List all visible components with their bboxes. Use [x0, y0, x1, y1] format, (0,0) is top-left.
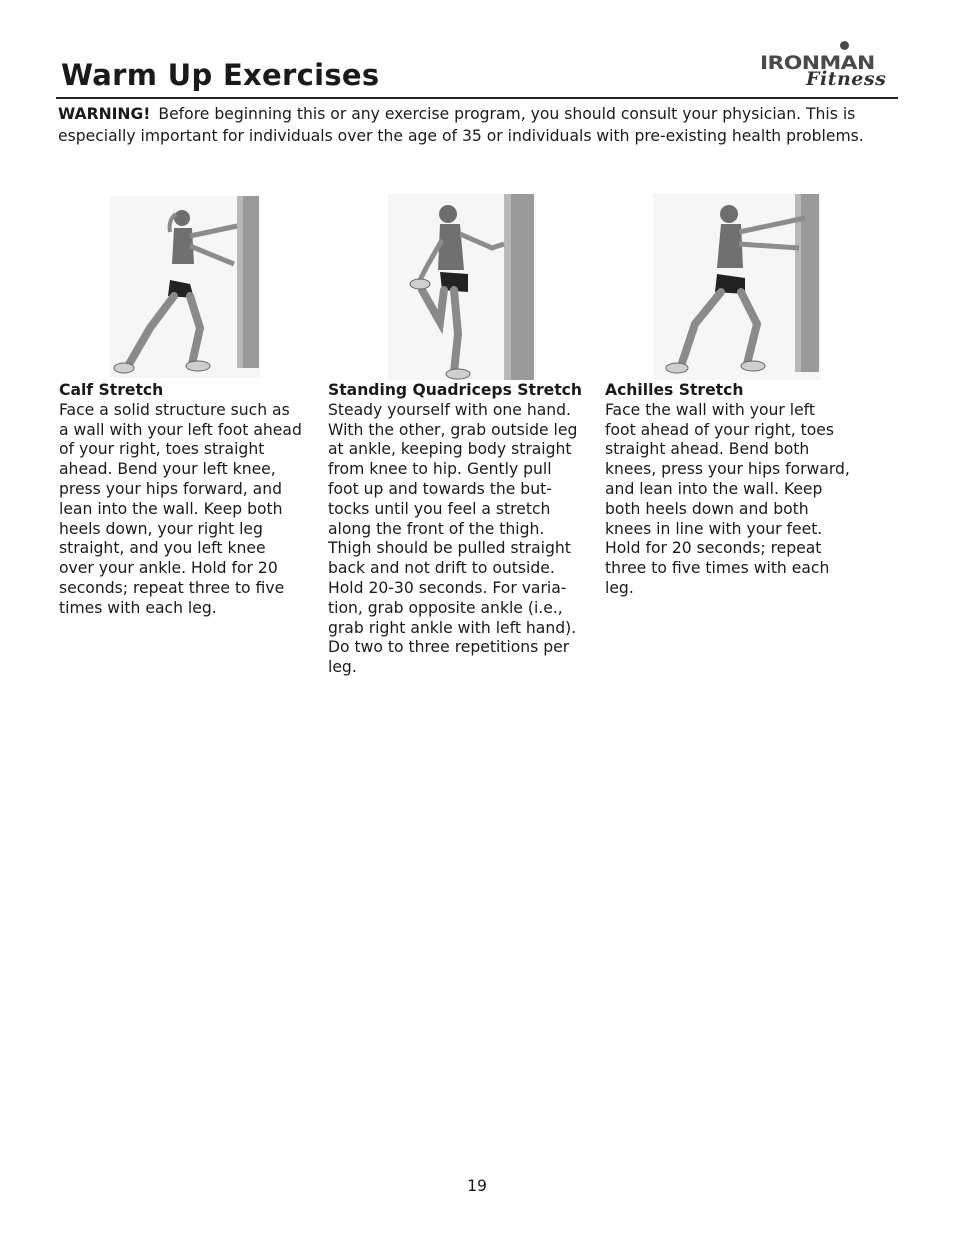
- logo-script: Fitness: [806, 68, 887, 90]
- warning-paragraph: [58, 104, 898, 147]
- page-title: Warm Up Exercises: [61, 58, 380, 92]
- page-number: 19: [467, 1177, 487, 1195]
- exercise-title: Standing Quadriceps Stretch: [328, 381, 583, 399]
- warning-label: WARNING!: [58, 105, 151, 123]
- exercise-description: Face a solid structure such as a wall with your left foot ahead of your right, toes straight ahead. Bend your left knee, press your hips forward, and lean into the wall. Keep both heels down, your right leg straight, and you left knee over your ankle. Hold for 20 seconds; repeat three to five times with each leg.: [59, 400, 302, 617]
- exercise-calf-stretch: [59, 381, 321, 619]
- exercise-quadriceps-stretch: [328, 381, 600, 678]
- logo-head-icon: [840, 41, 849, 50]
- logo-wordmark: IRONMAN: [760, 52, 875, 74]
- calf-stretch-photo: [110, 196, 260, 378]
- warning-text: Before beginning this or any exercise program, you should consult your physician. This is especially important for individuals over the age of 35 or individuals with pre-existing health problems.: [58, 105, 864, 145]
- ironman-fitness-logo: [758, 40, 900, 96]
- exercise-description: Steady yourself with one hand. With the other, grab outside leg at ankle, keeping body straight from knee to hip. Gently pull foot up and towards the but- tocks until you feel a stretch along the front of the thigh. Thigh should be pulled straight back and not drift to outside. Hold 20-30 seconds. For varia- tion, grab opposite ankle (i.e., grab right ankle with left hand). Do two to three repetitions per leg.: [328, 400, 578, 677]
- header-rule: [56, 97, 898, 99]
- exercise-title: Achilles Stretch: [605, 381, 744, 399]
- achilles-stretch-photo: [653, 194, 821, 380]
- exercise-title: Calf Stretch: [59, 381, 164, 399]
- exercise-achilles-stretch: [605, 381, 895, 599]
- exercise-description: Face the wall with your left foot ahead of your right, toes straight ahead. Bend both knees, press your hips forward, and lean into the wall. Keep both heels down and both knees in line with your feet. Hold for 20 seconds; repeat three to five times with each leg.: [605, 400, 850, 597]
- quadriceps-stretch-photo: [388, 194, 536, 380]
